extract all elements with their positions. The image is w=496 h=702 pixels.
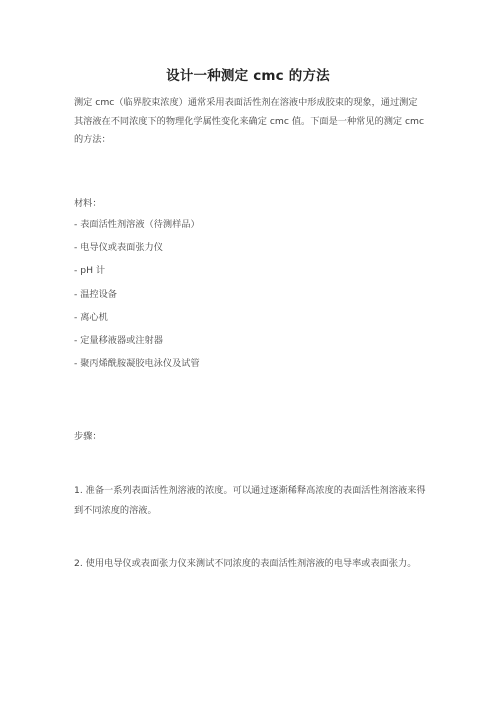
materials-heading: 材料： xyxy=(74,198,102,209)
list-item: - 定量移液器或注射器 xyxy=(74,334,163,346)
list-item: - 表面活性剂溶液（待测样品） xyxy=(74,219,200,230)
materials-list xyxy=(74,218,200,380)
list-item: - 温控设备 xyxy=(74,288,117,300)
step-paragraph: 1. 准备一系列表面活性剂溶液的浓度。可以通过逐渐稀释高浓度的表面活性剂溶液来得到不同浓度的溶液。 xyxy=(74,485,426,516)
list-item: - 聚丙烯酰胺凝胶电泳仪及试管 xyxy=(74,358,200,370)
list-item: - 离心机 xyxy=(74,311,108,323)
document-title: 设计一种测定 cmc 的方法 xyxy=(166,68,330,84)
list-item: - 电导仪或表面张力仪 xyxy=(74,242,163,254)
list-item: - pH 计 xyxy=(74,265,106,277)
intro-paragraph: 测定 cmc（临界胶束浓度）通常采用表面活性剂在溶液中形成胶束的现象，通过测定其溶液在不同浓度下的物理化学属性变化来确定 cmc 值。下面是一种常见的测定 cmc 的方法： xyxy=(74,97,425,145)
steps-heading: 步骤： xyxy=(74,431,102,442)
step-paragraph: 2. 使用电导仪或表面张力仪来测试不同浓度的表面活性剂溶液的电导率或表面张力。 xyxy=(74,558,417,569)
